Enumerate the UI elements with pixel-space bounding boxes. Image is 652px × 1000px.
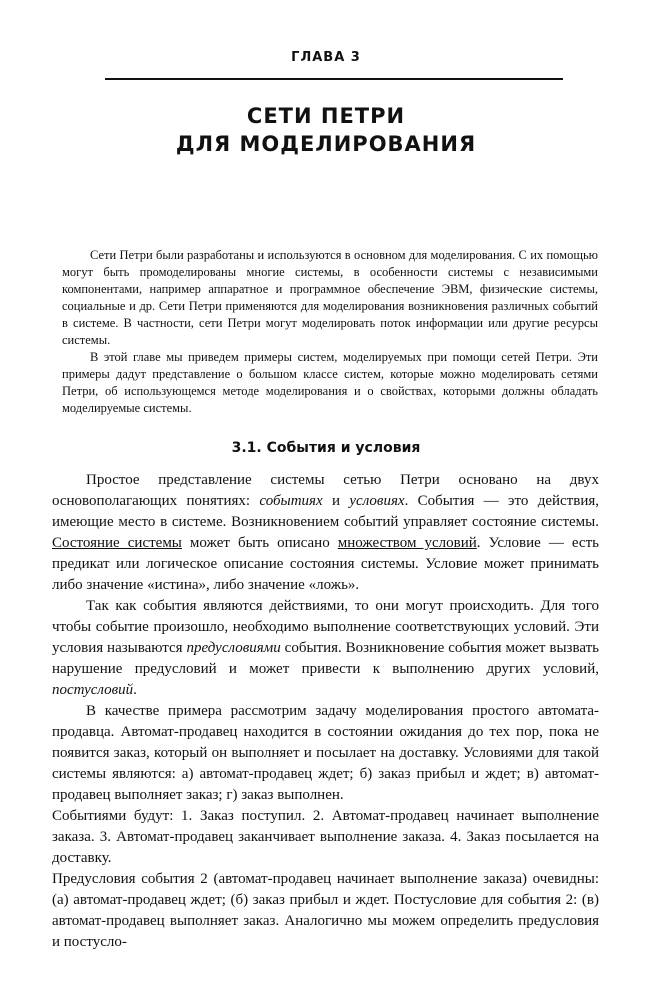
underlined-phrase: множеством условий xyxy=(337,535,477,551)
term-postconditions: постусловий xyxy=(52,682,134,698)
text-run: . Условие — есть предикат или логическое описание состояния системы. Условие может принимать либо значение «истина», либо значение «ложь». xyxy=(52,535,599,593)
term-events: событиях xyxy=(259,493,323,509)
text-run: события. Возникновение события может вызвать нарушение предусловий и может привести к выполнению других условий, xyxy=(52,640,599,677)
text-run: . xyxy=(133,682,137,698)
section-body xyxy=(52,470,599,953)
text-run: Простое представление системы сетью Петри основано на двух основополагающих понятиях: xyxy=(52,472,599,509)
header-rule xyxy=(105,78,563,80)
term-conditions: условиях xyxy=(349,493,405,509)
body-paragraph: В качестве примера рассмотрим задачу моделирования простого автомата-продавца. Автомат-продавец находится в состоянии ожидания до тех пор, пока не появится заказ, который он выполняет и посылает на доставку. Условиями для такой системы являются: а) автомат-продавец ждет; б) заказ прибыл и ждет; в) автомат-продавец выполняет заказ; г) заказ выполнен. xyxy=(52,703,599,803)
abstract-paragraph: Сети Петри были разработаны и используются в основном для моделирования. С их помощью могут быть промоделированы многие системы, в особенности системы с независимыми компонентами, например аппаратное и программное обеспечение ЭВМ, физические системы, социальные и др. Сети Петри применяются для моделирования возникновения различных событий в системе. В частности, сети Петри могут моделировать поток информации или другие ресурсы системы. xyxy=(62,248,598,347)
section-heading: 3.1. События и условия xyxy=(231,440,421,456)
chapter-abstract xyxy=(62,247,598,417)
body-paragraph: Предусловия события 2 (автомат-продавец начинает выполнение заказа) очевидны: (а) автомат-продавец ждет; (б) заказ прибыл и ждет. Постусловие для события 2: (в) автомат-продавец выполняет заказ. Аналогично мы можем определить предусловия и постусло- xyxy=(52,871,599,950)
text-run: может быть описано xyxy=(181,535,338,551)
chapter-label: ГЛАВА 3 xyxy=(291,50,361,65)
abstract-paragraph: В этой главе мы приведем примеры систем, моделируемых при помощи сетей Петри. Эти примеры дадут представление о большом классе систем, которые можно моделировать сетями Петри, об использующемся методе моделирования и о свойствах, которыми должны обладать моделируемые системы. xyxy=(62,350,598,415)
body-paragraph xyxy=(52,470,599,596)
chapter-title-line-1: СЕТИ ПЕТРИ xyxy=(246,104,406,128)
chapter-title-line-2: ДЛЯ МОДЕЛИРОВАНИЯ xyxy=(175,132,477,156)
chapter-title xyxy=(0,102,652,158)
text-run: . События — это действия, имеющие место в системе. Возникновением событий управляет состояние системы. xyxy=(52,493,599,530)
body-paragraph xyxy=(52,596,599,701)
body-paragraph: Событиями будут: 1. Заказ поступил. 2. Автомат-продавец начинает выполнение заказа. 3. Автомат-продавец заканчивает выполнение заказа. 4. Заказ посылается на доставку. xyxy=(52,808,599,866)
text-run: и xyxy=(322,493,350,509)
text-run: Так как события являются действиями, то они могут происходить. Для того чтобы событие произошло, необходимо выполнение соответствующих условий. Эти условия называются xyxy=(52,598,599,656)
term-preconditions: предусловиями xyxy=(186,640,281,656)
underlined-phrase: Состояние системы xyxy=(52,535,182,551)
